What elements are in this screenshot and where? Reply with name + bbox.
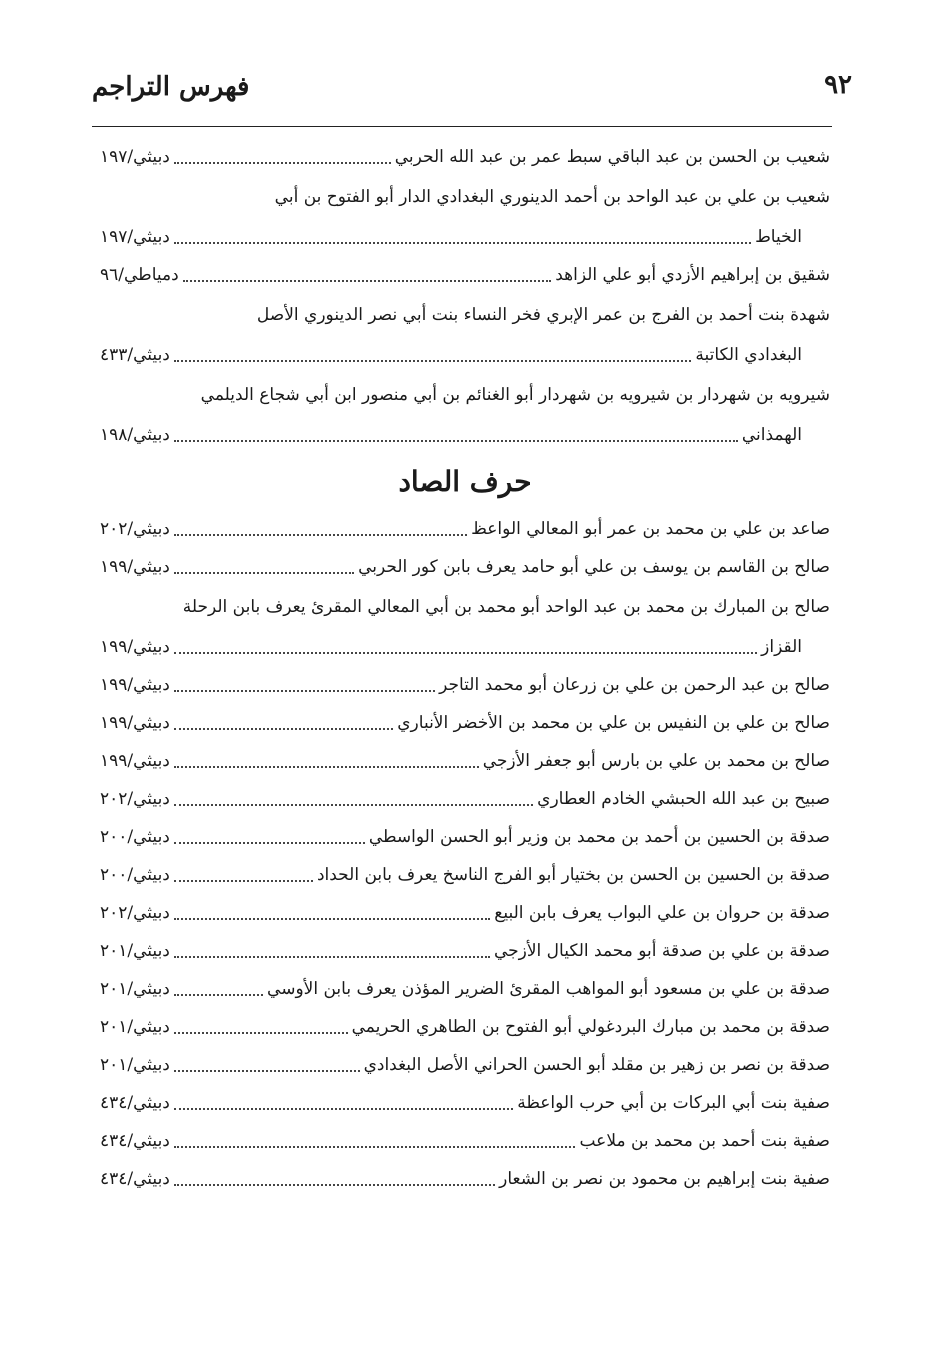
index-entry [100,666,830,704]
header-rule [92,126,832,127]
entry-reference: دبيثي/١٩٨ [100,425,170,445]
leader-dots [174,690,435,692]
index-entries [100,138,830,1198]
entry-reference: دبيثي/٢٠٢ [100,789,170,809]
leader-dots [174,728,393,730]
index-entry [100,176,830,256]
entry-name-continued: الهمذاني [741,425,802,445]
entry-name: شقيق بن إبراهيم الأزدي أبو علي الزاهد [555,265,830,285]
entry-reference: دبيثي/٢٠٠ [100,827,170,847]
entry-name: شعيب بن علي بن عبد الواحد بن أحمد الدينوري البغدادي الدار أبو الفتوح بن أبي [274,187,830,207]
entry-name: صدقة بن علي بن صدقة أبو محمد الكيال الأزجي [493,941,830,961]
entry-name: صاعد بن علي بن محمد بن عمر أبو المعالي الواعظ [471,519,830,539]
index-entry [100,374,830,454]
index-entry [100,1160,830,1198]
entry-name: صدقة بن حروان بن علي البواب يعرف بابن البيع [494,903,830,923]
entry-reference: دبيثي/٢٠٢ [100,519,170,539]
index-entry [100,294,830,374]
entry-name-continued: البغدادي الكاتبة [695,345,802,365]
leader-dots [174,1146,576,1148]
leader-dots [174,1032,348,1034]
leader-dots [174,652,757,654]
entry-name: شهدة بنت أحمد بن الفرج بن عمر الإبري فخر النساء بنت أبي نصر الدينوري الأصل [256,305,830,325]
leader-dots [174,242,751,244]
entry-reference: دبيثي/٤٣٣ [100,345,170,365]
entry-reference: دبيثي/١٩٧ [100,227,170,247]
leader-dots [183,280,552,282]
entry-reference: دبيثي/١٩٩ [100,637,170,657]
leader-dots [174,1184,495,1186]
entry-name: صدقة بن الحسين بن الحسن بن بختيار أبو الفرج الناسخ يعرف بابن الحداد [316,865,830,885]
entry-name: صدقة بن نصر بن زهير بن مقلد أبو الحسن الحراني الأصل البغدادي [363,1055,830,1075]
index-entry [100,1122,830,1160]
index-entry [100,1008,830,1046]
index-entry [100,932,830,970]
index-entry [100,856,830,894]
leader-dots [174,1108,513,1110]
entry-reference: دبيثي/٤٣٤ [100,1093,170,1113]
index-entry [100,548,830,586]
entry-name: صفية بنت أحمد بن محمد بن ملاعب [579,1131,830,1151]
index-entry [100,704,830,742]
entry-name-continued: القزاز [761,637,802,657]
leader-dots [174,572,354,574]
leader-dots [174,918,490,920]
page-header [92,62,852,124]
index-entry [100,586,830,666]
entry-name: صالح بن علي بن النفيس بن علي بن محمد بن الأخضر الأنباري [397,713,830,733]
leader-dots [174,534,467,536]
entry-name: صالح بن عبد الرحمن بن علي بن زرعان أبو محمد التاجر [439,675,830,695]
entry-reference: دبيثي/٢٠١ [100,1055,170,1075]
leader-dots [174,360,692,362]
entry-name: صفية بنت إبراهيم بن محمود بن نصر بن الشعار [499,1169,830,1189]
index-entry [100,742,830,780]
entry-name: صدقة بن الحسين بن أحمد بن محمد بن وزير أبو الحسن الواسطي [368,827,830,847]
leader-dots [174,994,263,996]
entry-name: صبيح بن عبد الله الحبشي الخادم العطاري [537,789,830,809]
entry-reference: دبيثي/١٩٩ [100,713,170,733]
entry-reference: دبيثي/٤٣٤ [100,1131,170,1151]
entry-name: شيرويه بن شهردار بن شيرويه بن شهردار أبو الغنائم بن أبي منصور ابن أبي شجاع الديلمي [200,385,830,405]
leader-dots [174,956,490,958]
entry-name: صالح بن المبارك بن محمد بن عبد الواحد أبو محمد بن أبي المعالي المقرئ يعرف بابن الرحلة [182,597,830,617]
entry-reference: دبيثي/٤٣٤ [100,1169,170,1189]
index-entry [100,780,830,818]
index-entry [100,1084,830,1122]
entry-name-continued: الخياط [755,227,802,247]
entry-reference: دبيثي/٢٠١ [100,979,170,999]
entry-reference: دمياطي/٩٦ [100,265,179,285]
page-number: ٩٢ [824,70,852,100]
leader-dots [174,162,391,164]
entry-reference: دبيثي/٢٠٠ [100,865,170,885]
entry-reference: دبيثي/١٩٩ [100,557,170,577]
running-title: فهرس التراجم [92,72,250,102]
leader-dots [174,1070,360,1072]
index-entry [100,510,830,548]
leader-dots [174,440,738,442]
entry-reference: دبيثي/١٩٩ [100,751,170,771]
index-entry [100,138,830,176]
entry-name: صالح بن القاسم بن يوسف بن علي أبو حامد يعرف بابن كور الحربي [358,557,830,577]
entry-reference: دبيثي/٢٠١ [100,1017,170,1037]
entry-name: صدقة بن محمد بن مبارك البردغولي أبو الفتوح بن الطاهري الحريمي [351,1017,830,1037]
section-heading: حرف الصاد [398,465,532,498]
index-entry [100,894,830,932]
leader-dots [174,842,365,844]
index-entry [100,818,830,856]
entry-name: صفية بنت أبي البركات بن أبي حرب الواعظة [517,1093,830,1113]
index-entry [100,1046,830,1084]
entry-reference: دبيثي/١٩٩ [100,675,170,695]
index-entry [100,970,830,1008]
entry-name: صدقة بن علي بن مسعود أبو المواهب المقرئ الضرير المؤذن يعرف بابن الأوسي [267,979,830,999]
entry-name: شعيب بن الحسن بن عبد الباقي سبط عمر بن عبد الله الحربي [394,147,830,167]
entry-reference: دبيثي/٢٠١ [100,941,170,961]
leader-dots [174,804,533,806]
index-entry [100,256,830,294]
entry-reference: دبيثي/٢٠٢ [100,903,170,923]
entry-name: صالح بن محمد بن علي بن بارس أبو جعفر الأزجي [482,751,830,771]
entry-reference: دبيثي/١٩٧ [100,147,170,167]
leader-dots [174,880,313,882]
leader-dots [174,766,479,768]
